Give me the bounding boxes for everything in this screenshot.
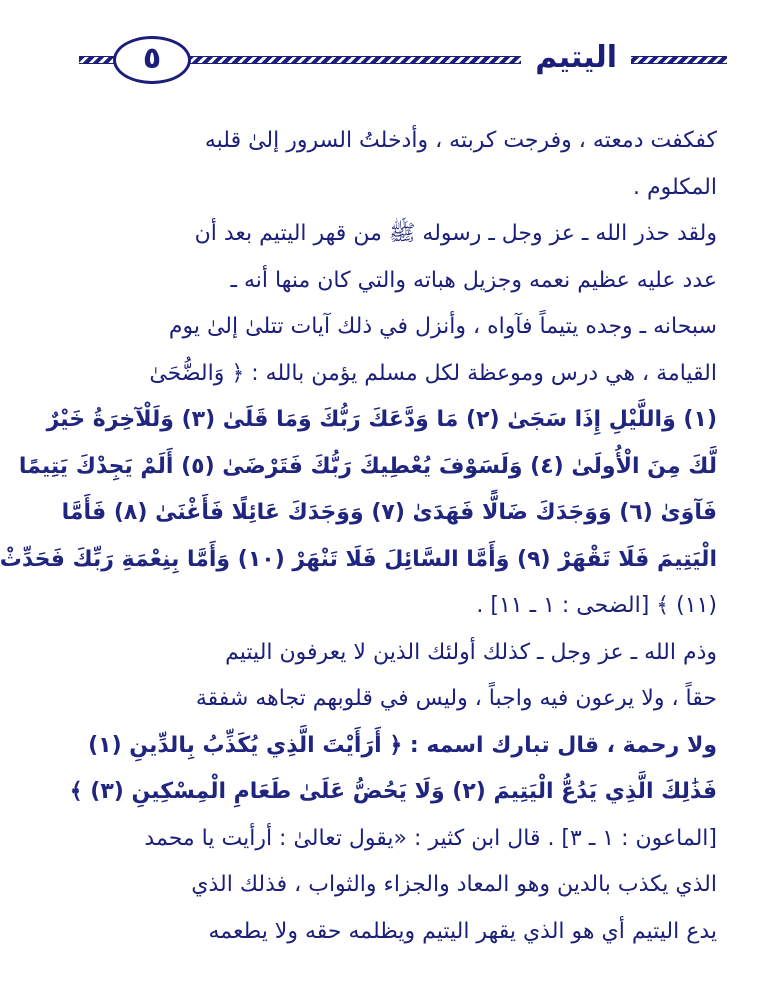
page-number: ٥ [113, 36, 191, 84]
text-line: [الماعون : ١ ـ ٣] . قال ابن كثير : «يقول تعالىٰ : أرأيت يا محمد [144, 825, 717, 851]
text-line: (١١) ﴾ [الضحى : ١ ـ ١١] . [476, 593, 717, 618]
text-line: يدع اليتيم أي هو الذي يقهر اليتيم ويظلمه حقه ولا يطعمه [208, 918, 717, 944]
text-line: القيامة ، هي درس وموعظة لكل مسلم يؤمن بالله : ﴿ وَالضُّحَىٰ [149, 360, 717, 386]
text-line: المكلوم . [633, 174, 717, 200]
verse-line: ولا رحمة ، قال تبارك اسمه : ﴿ أَرَأَيْتَ الَّذِي يُكَذِّبُ بِالدِّينِ (١) [88, 732, 717, 758]
verse-line: فَآوَىٰ (٦) وَوَجَدَكَ ضَالًّا فَهَدَىٰ (٧) وَوَجَدَكَ عَائِلًا فَأَغْنَىٰ (٨) فَأَمَّا [61, 500, 717, 525]
text-line: حقاً ، ولا يرعون فيه واجباً ، وليس في قلوبهم تجاهه شفقة [195, 686, 717, 711]
text-line: ولقد حذر الله ـ عز وجل ـ رسوله ﷺ من قهر اليتيم بعد أن [194, 221, 717, 246]
text-line: عدد عليه عظيم نعمه وجزيل هباته والتي كان منها أنه ـ [230, 267, 717, 293]
body-text [0, 118, 717, 955]
text-line: كفكفت دمعته ، وفرجت كربته ، وأدخلتُ السرور إلىٰ قلبه [204, 128, 717, 153]
text-line: سبحانه ـ وجده يتيماً فآواه ، وأنزل في ذلك آيات تتلىٰ إلىٰ يوم [168, 314, 717, 339]
verse-line: فَذَٰلِكَ الَّذِي يَدُعُّ الْيَتِيمَ (٢) وَلَا يَحُضُّ عَلَىٰ طَعَامِ الْمِسْكِينِ (٣) ﴾ [69, 779, 717, 804]
text-line: وذم الله ـ عز وجل ـ كذلك أولئك الذين لا يعرفون اليتيم [225, 639, 717, 665]
verse-line: الْيَتِيمَ فَلَا تَقْهَرْ (٩) وَأَمَّا السَّائِلَ فَلَا تَنْهَرْ (١٠) وَأَمَّا بِنِعْمَةِ رَبِّكَ فَحَدِّثْ [0, 546, 717, 572]
running-title: اليتيم [521, 34, 631, 82]
text-line: الذي يكذب بالدين وهو المعاد والجزاء والثواب ، فذلك الذي [191, 872, 717, 897]
page-header [79, 30, 727, 86]
verse-line: (١) وَاللَّيْلِ إِذَا سَجَىٰ (٢) مَا وَدَّعَكَ رَبُّكَ وَمَا قَلَىٰ (٣) وَلَلْآخِرَةُ خَيْرٌ [46, 407, 717, 432]
verse-line: لَّكَ مِنَ الْأُولَىٰ (٤) وَلَسَوْفَ يُعْطِيكَ رَبُّكَ فَتَرْضَىٰ (٥) أَلَمْ يَجِدْكَ يَتِيمًا [18, 453, 717, 479]
